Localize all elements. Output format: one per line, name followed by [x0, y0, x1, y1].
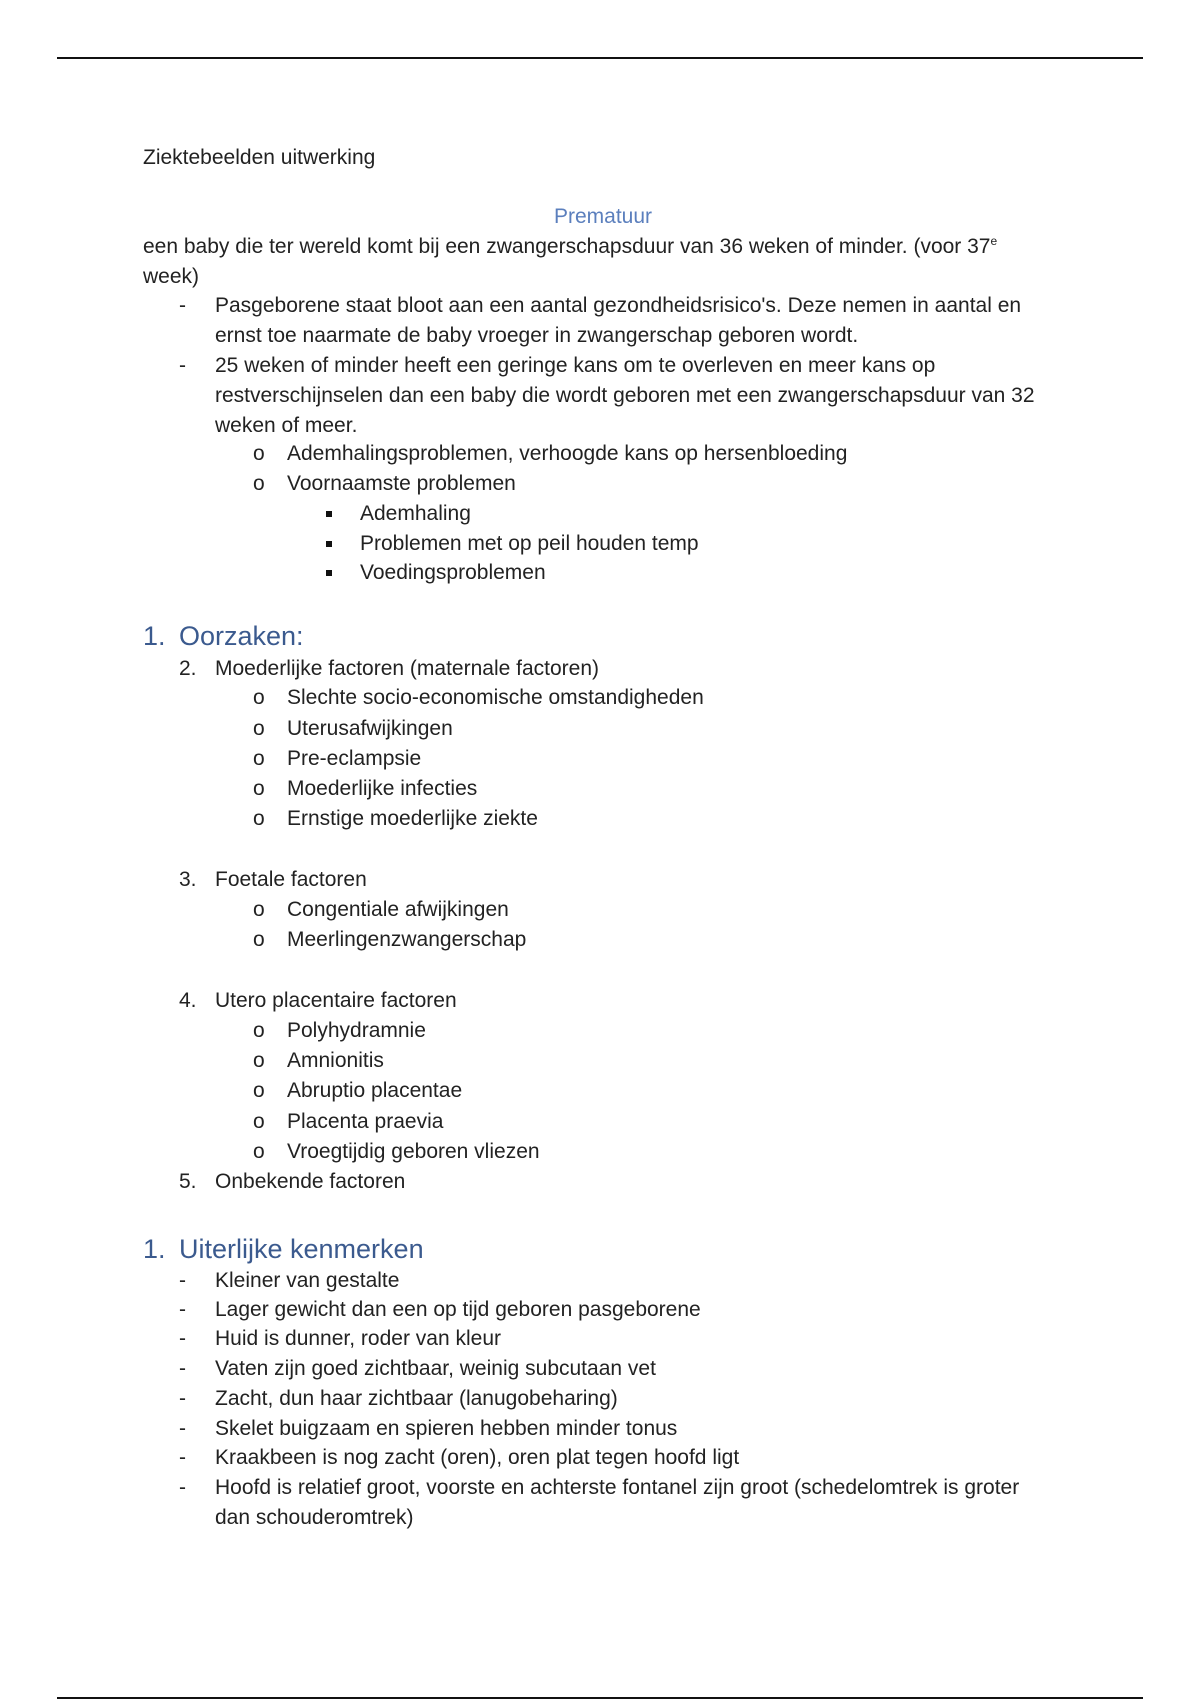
- group-number: 3.: [179, 868, 197, 891]
- bullet-marker: -: [179, 1476, 186, 1499]
- list-item: Placenta praevia: [287, 1110, 444, 1133]
- list-item: Moederlijke infecties: [287, 777, 478, 800]
- sub-bullet-marker: o: [253, 1079, 265, 1102]
- subsub-item: Problemen met op peil houden temp: [360, 532, 699, 555]
- bullet-marker: -: [179, 1387, 186, 1410]
- sub-bullet-item: Ademhalingsproblemen, verhoogde kans op hersenbloeding: [287, 442, 848, 465]
- group-label: Utero placentaire factoren: [215, 989, 457, 1012]
- bullet-marker: -: [179, 1327, 186, 1350]
- kenmerk-item: Zacht, dun haar zichtbaar (lanugobeharing): [215, 1387, 618, 1410]
- section-heading-oorzaken: Oorzaken:: [179, 621, 304, 651]
- sub-bullet-marker: o: [253, 717, 265, 740]
- list-item: Uterusafwijkingen: [287, 717, 453, 740]
- sub-bullet-marker: o: [253, 777, 265, 800]
- bullet-item: 25 weken of minder heeft een geringe kans om te overleven en meer kans op restverschijnselen dan een baby die wordt geboren met een zwangerschapsduur van 32 weken of meer.: [215, 354, 1035, 437]
- group-label: Foetale factoren: [215, 868, 367, 891]
- sub-bullet-marker: o: [253, 1140, 265, 1163]
- sub-bullet-marker: o: [253, 807, 265, 830]
- group-number: 5.: [179, 1170, 197, 1193]
- sub-bullet-marker: o: [253, 1019, 265, 1042]
- footer-rule: [57, 1697, 1143, 1699]
- list-item: Ernstige moederlijke ziekte: [287, 807, 538, 830]
- document-title: Ziektebeelden uitwerking: [143, 146, 376, 169]
- bullet-marker: -: [179, 294, 186, 317]
- intro-text: een baby die ter wereld komt bij een zwangerschapsduur van 36 weken of minder. (voor 37: [143, 235, 991, 258]
- bullet-marker: -: [179, 1357, 186, 1380]
- sub-bullet-marker: o: [253, 928, 265, 951]
- group-label: Onbekende factoren: [215, 1170, 406, 1193]
- list-item: Pre-eclampsie: [287, 747, 422, 770]
- section-heading-uiterlijke-kenmerken: Uiterlijke kenmerken: [179, 1234, 424, 1264]
- group-number: 2.: [179, 657, 197, 680]
- intro-text-end: week): [143, 265, 200, 288]
- list-item: Vroegtijdig geboren vliezen: [287, 1140, 540, 1163]
- bullet-marker: -: [179, 1269, 186, 1292]
- list-item: Meerlingenzwangerschap: [287, 928, 527, 951]
- kenmerk-item: Skelet buigzaam en spieren hebben minder tonus: [215, 1417, 678, 1440]
- square-bullet-icon: [326, 541, 332, 547]
- bullet-marker: -: [179, 1298, 186, 1321]
- sub-bullet-item: Voornaamste problemen: [287, 472, 516, 495]
- bullet-marker: -: [179, 1417, 186, 1440]
- subtitle-prematuur: Prematuur: [553, 205, 653, 228]
- kenmerk-item: Huid is dunner, roder van kleur: [215, 1327, 501, 1350]
- group-label: Moederlijke factoren (maternale factoren): [215, 657, 600, 680]
- subsub-item: Voedingsproblemen: [360, 561, 546, 584]
- section-number: 1.: [143, 621, 166, 651]
- sub-bullet-marker: o: [253, 747, 265, 770]
- kenmerk-item: Vaten zijn goed zichtbaar, weinig subcutaan vet: [215, 1357, 656, 1380]
- kenmerk-item: Kraakbeen is nog zacht (oren), oren plat tegen hoofd ligt: [215, 1446, 740, 1469]
- bullet-marker: -: [179, 354, 186, 377]
- square-bullet-icon: [326, 570, 332, 576]
- square-bullet-icon: [326, 511, 332, 517]
- sub-bullet-marker: o: [253, 898, 265, 921]
- sub-bullet-marker: o: [253, 1049, 265, 1072]
- section-number: 1.: [143, 1234, 166, 1264]
- subsub-item: Ademhaling: [360, 502, 471, 525]
- kenmerk-item: Lager gewicht dan een op tijd geboren pasgeborene: [215, 1298, 701, 1321]
- list-item: Abruptio placentae: [287, 1079, 463, 1102]
- list-item: Amnionitis: [287, 1049, 384, 1072]
- sub-bullet-marker: o: [253, 1110, 265, 1133]
- kenmerk-item: Hoofd is relatief groot, voorste en achterste fontanel zijn groot (schedelomtrek is groter dan schouderomtrek): [215, 1476, 1020, 1529]
- intro-superscript: e: [990, 234, 998, 248]
- kenmerk-item: Kleiner van gestalte: [215, 1269, 400, 1292]
- list-item: Congentiale afwijkingen: [287, 898, 509, 921]
- sub-bullet-marker: o: [253, 472, 265, 495]
- bullet-item: Pasgeborene staat bloot aan een aantal gezondheidsrisico's. Deze nemen in aantal en ernst toe naarmate de baby vroeger in zwangerschap geboren wordt.: [215, 294, 1022, 347]
- list-item: Polyhydramnie: [287, 1019, 426, 1042]
- list-item: Slechte socio-economische omstandigheden: [287, 686, 704, 709]
- sub-bullet-marker: o: [253, 686, 265, 709]
- header-rule: [57, 57, 1143, 59]
- bullet-marker: -: [179, 1446, 186, 1469]
- intro-paragraph: [143, 232, 1063, 292]
- sub-bullet-marker: o: [253, 442, 265, 465]
- group-number: 4.: [179, 989, 197, 1012]
